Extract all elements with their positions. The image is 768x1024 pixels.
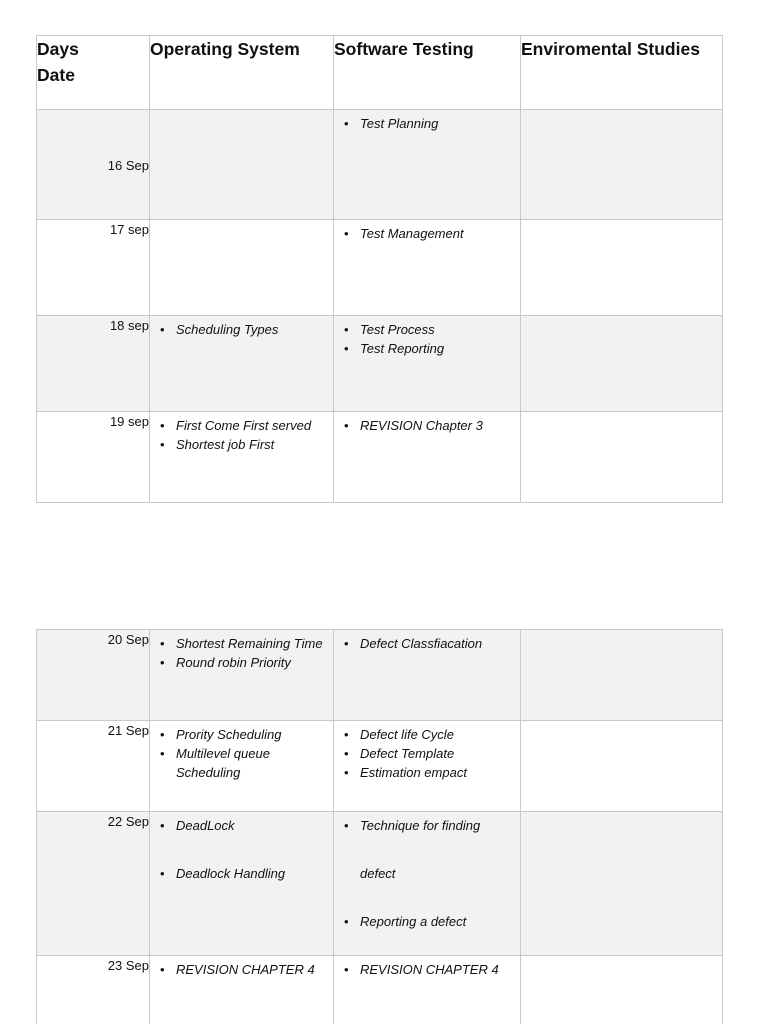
topic-list <box>334 956 520 979</box>
topic-list <box>334 630 520 653</box>
topic-list <box>334 220 520 243</box>
st-cell <box>334 630 521 721</box>
topic-list <box>334 316 520 358</box>
topic-list <box>150 412 333 454</box>
topic-item: • REVISION CHAPTER 4 <box>360 960 516 979</box>
topic-item: • Prority Scheduling <box>176 725 329 744</box>
table-row <box>37 110 723 220</box>
header-days-date <box>37 36 150 110</box>
header-operating-system: Operating System <box>150 36 334 110</box>
header-days-label: Days <box>37 39 79 59</box>
topic-item: • Shortest Remaining Time <box>176 634 329 653</box>
topic-item: • Deadlock Handling <box>176 864 329 883</box>
header-software-testing: Software Testing <box>334 36 521 110</box>
st-cell <box>334 110 521 220</box>
topic-list <box>334 412 520 435</box>
topic-list <box>334 721 520 782</box>
topic-item: • Test Management <box>360 224 516 243</box>
env-cell <box>521 220 723 316</box>
table-row <box>37 630 723 721</box>
date-cell: 16 Sep <box>37 110 150 220</box>
st-cell <box>334 721 521 812</box>
st-cell <box>334 812 521 956</box>
date-cell: 17 sep <box>37 220 150 316</box>
topic-list <box>150 812 333 883</box>
topic-item: • Reporting a defect <box>360 912 516 931</box>
date-cell: 18 sep <box>37 316 150 412</box>
topic-list <box>150 316 333 339</box>
topic-item: • Multilevel queue Scheduling <box>176 744 329 782</box>
topic-list <box>150 956 333 979</box>
header-date-label: Date <box>37 65 75 85</box>
os-cell <box>150 630 334 721</box>
topic-list <box>334 110 520 133</box>
table-row <box>37 316 723 412</box>
table-row <box>37 721 723 812</box>
env-cell <box>521 630 723 721</box>
topic-list <box>150 630 333 672</box>
env-cell <box>521 956 723 1024</box>
topic-item: • Scheduling Types <box>176 320 329 339</box>
topic-item: • REVISION Chapter 3 <box>360 416 516 435</box>
os-cell <box>150 812 334 956</box>
topic-item: • Test Reporting <box>360 339 516 358</box>
date-cell: 19 sep <box>37 412 150 503</box>
topic-item: • Defect Template <box>360 744 516 763</box>
topic-list <box>334 812 520 931</box>
os-cell <box>150 412 334 503</box>
table-header-row <box>37 36 723 110</box>
table-row <box>37 412 723 503</box>
table-row <box>37 812 723 956</box>
topic-item: • First Come First served <box>176 416 329 435</box>
st-cell <box>334 412 521 503</box>
header-environmental-studies: Enviromental Studies <box>521 36 723 110</box>
env-cell <box>521 412 723 503</box>
topic-item: • REVISION CHAPTER 4 <box>176 960 329 979</box>
env-cell <box>521 110 723 220</box>
topic-item-continuation: defect <box>360 866 396 881</box>
topic-item: • Estimation empact <box>360 763 516 782</box>
st-cell <box>334 316 521 412</box>
os-cell <box>150 220 334 316</box>
date-cell: 23 Sep <box>37 956 150 1024</box>
topic-item: • DeadLock <box>176 816 329 835</box>
env-cell <box>521 316 723 412</box>
st-cell <box>334 220 521 316</box>
date-cell: 22 Sep <box>37 812 150 956</box>
topic-item: • Shortest job First <box>176 435 329 454</box>
schedule-table-1 <box>36 35 723 503</box>
topic-item: • Defect Classfiacation <box>360 634 516 653</box>
env-cell <box>521 812 723 956</box>
table-row <box>37 220 723 316</box>
topic-item: • Defect life Cycle <box>360 725 516 744</box>
date-cell: 21 Sep <box>37 721 150 812</box>
topic-item: • Technique for finding <box>360 816 516 835</box>
st-cell <box>334 956 521 1024</box>
topic-item: • Test Process <box>360 320 516 339</box>
date-cell: 20 Sep <box>37 630 150 721</box>
topic-item: • Round robin Priority <box>176 653 329 672</box>
os-cell <box>150 721 334 812</box>
os-cell <box>150 316 334 412</box>
topic-list <box>150 721 333 782</box>
topic-item: • Test Planning <box>360 114 516 133</box>
os-cell <box>150 956 334 1024</box>
env-cell <box>521 721 723 812</box>
schedule-table-2 <box>36 629 723 1024</box>
table-row <box>37 956 723 1024</box>
os-cell <box>150 110 334 220</box>
